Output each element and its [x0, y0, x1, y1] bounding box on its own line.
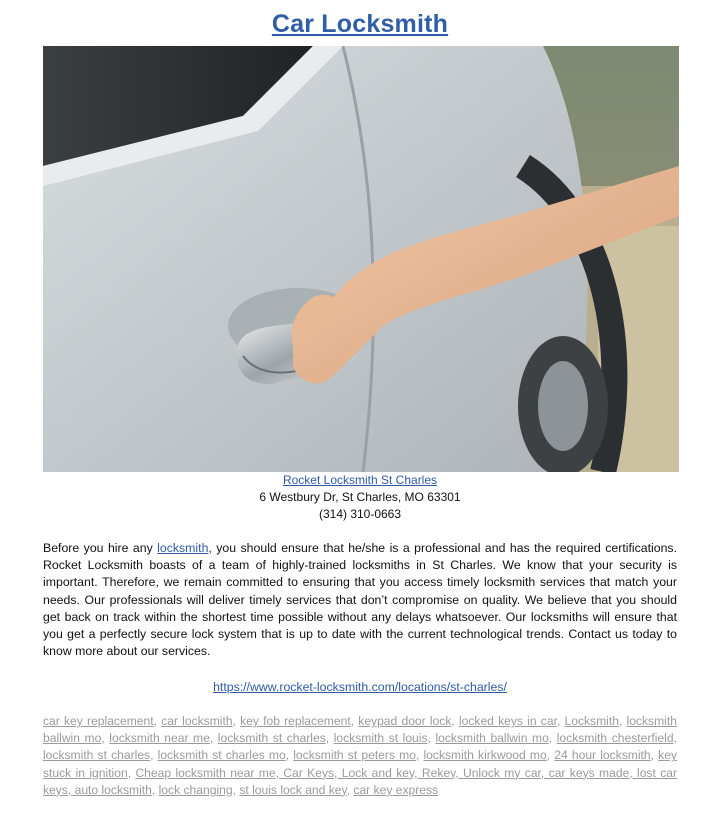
- tag-link[interactable]: car locksmith: [161, 714, 233, 728]
- contact-address: 6 Westbury Dr, St Charles, MO 63301: [259, 490, 461, 504]
- contact-business-name-link[interactable]: Rocket Locksmith St Charles: [282, 473, 438, 487]
- tag-link[interactable]: locksmith chesterfield: [556, 731, 674, 746]
- page-title: Car Locksmith: [271, 10, 449, 38]
- locksmith-link[interactable]: locksmith: [157, 541, 209, 555]
- tag-link[interactable]: locksmith ballwin mo: [435, 731, 549, 746]
- tag-link[interactable]: Locksmith: [564, 714, 619, 728]
- tag-link[interactable]: locksmith st charles: [43, 748, 151, 763]
- car-door-hand-photo-icon: [43, 46, 679, 472]
- tag-link[interactable]: car key express: [353, 782, 439, 797]
- tag-link[interactable]: locksmith st louis: [333, 731, 428, 746]
- tag-link[interactable]: locksmith st peters mo: [293, 748, 416, 763]
- tag-link[interactable]: locksmith near me: [109, 731, 210, 746]
- tag-link[interactable]: locksmith ballwin mo: [43, 714, 677, 746]
- tag-link[interactable]: key stuck in ignition: [43, 748, 677, 780]
- tag-link[interactable]: locksmith kirkwood mo: [423, 748, 547, 763]
- tag-link[interactable]: key fob replacement: [240, 714, 351, 728]
- location-url-link[interactable]: https://www.rocket-locksmith.com/locations/st-charles/: [213, 680, 507, 694]
- body-rest: , you should ensure that he/she is a professional and has the required certifications. Rocket Locksmith boasts of a team of highly-trained locksmiths in St Charles. We know that your security is important. Therefore, we remain committed to ensuring that you access timely locksmith services that match your needs. Our professionals will deliver timely services that don’t compromise on quality. We believe that you should get back on track within the shortest time possible without any delays whatsoever. Our locksmiths will ensure that you get a perfectly secure lock system that is up to date with the current technological trends. Contact us today to know more about our services.: [43, 541, 677, 659]
- tag-link[interactable]: locksmith st charles: [217, 731, 326, 746]
- contact-phone: (314) 310-0663: [318, 507, 402, 521]
- body-paragraph: [43, 540, 677, 660]
- tag-link[interactable]: Cheap locksmith near me, Car Keys, Lock and key, Rekey, Unlock my car, car keys made, lost car keys, auto locksmith: [43, 765, 677, 797]
- tag-link[interactable]: locksmith st charles mo: [157, 748, 286, 763]
- tag-link[interactable]: keypad door lock: [358, 714, 452, 728]
- tag-link[interactable]: 24 hour locksmith: [554, 748, 651, 763]
- tag-link[interactable]: locked keys in car: [458, 714, 557, 728]
- tag-links: car key replacement, car locksmith, key fob replacement, keypad door lock, locked keys in car, Locksmith, locksmith ballwin mo, locksmith near me, locksmith st charles, locksmith st louis, locksmith ballwin mo, locksmith chesterfield, locksmith st charles, locksmith st charles mo, locksmith st peters mo, locksmith kirkwood mo, 24 hour locksmith, key stuck in ignition, Cheap locksmith near me, Car Keys, Lock and key, Rekey, Unlock my car, car keys made, lost car keys, auto locksmith, lock changing, st louis lock and key, car key express: [43, 714, 677, 797]
- tag-link[interactable]: lock changing: [158, 782, 233, 797]
- tag-link[interactable]: car key replacement: [43, 714, 154, 728]
- body-intro: Before you hire any: [43, 541, 158, 555]
- hero-image: [43, 46, 679, 472]
- tag-link[interactable]: st louis lock and key: [239, 782, 347, 797]
